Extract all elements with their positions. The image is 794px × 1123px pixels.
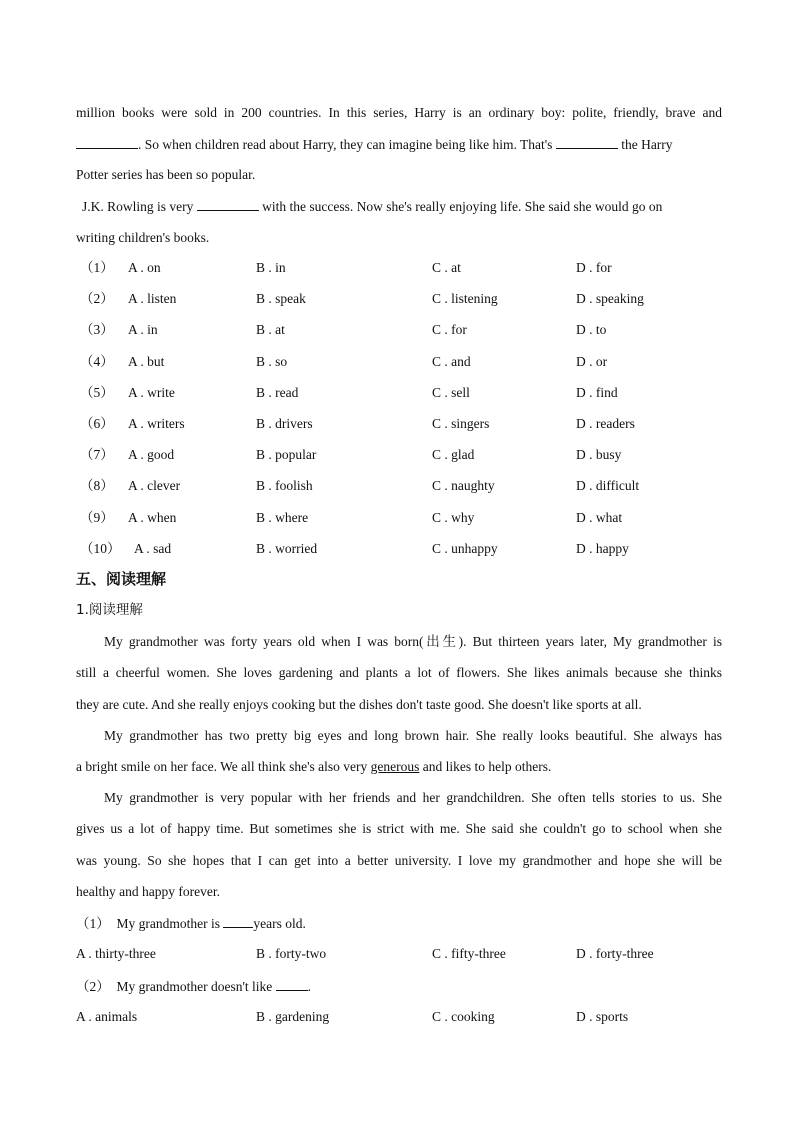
option-a[interactable]: A . animals bbox=[76, 1009, 138, 1024]
option-a[interactable]: A . in bbox=[128, 322, 158, 338]
option-c[interactable]: C . and bbox=[432, 353, 471, 369]
passage-line bbox=[76, 134, 722, 155]
passage-text: with the success. Now she's really enjoying life. She said she would go on bbox=[262, 199, 663, 214]
option-a[interactable]: A . when bbox=[128, 509, 177, 525]
option-c[interactable]: C . sell bbox=[432, 384, 470, 400]
option-number: （6） bbox=[80, 416, 114, 431]
option-b[interactable]: B . speak bbox=[256, 291, 306, 307]
option-b[interactable]: B . worried bbox=[256, 540, 318, 556]
option-b[interactable]: B . in bbox=[256, 260, 286, 275]
option-b[interactable]: B . popular bbox=[256, 447, 317, 463]
option-c[interactable]: C . glad bbox=[432, 447, 475, 463]
option-a[interactable]: A . writers bbox=[128, 416, 185, 431]
option-b[interactable]: B . where bbox=[256, 509, 309, 525]
option-a[interactable]: A . on bbox=[128, 260, 161, 275]
option-a[interactable]: A . write bbox=[128, 384, 175, 400]
option-d[interactable]: D . what bbox=[576, 509, 623, 525]
question-stem: （1） My grandmother is years old. bbox=[76, 913, 306, 934]
passage-line: million books were sold in 200 countries. In this series, Harry is an ordinary boy: polite, friendly, brave and bbox=[76, 105, 722, 120]
option-number: （5） bbox=[80, 384, 114, 400]
reading-line: gives us a lot of happy time. But sometimes she is strict with me. She said she couldn't go to school when she bbox=[76, 821, 722, 836]
option-c[interactable]: C . listening bbox=[432, 291, 498, 307]
option-d[interactable]: D . speaking bbox=[576, 291, 644, 307]
passage-line: Potter series has been so popular. bbox=[76, 167, 256, 182]
option-d[interactable]: D . or bbox=[576, 353, 608, 369]
option-a[interactable]: A . but bbox=[128, 353, 165, 369]
option-c[interactable]: C . naughty bbox=[432, 478, 495, 494]
option-number: （10） bbox=[80, 540, 121, 556]
option-d[interactable]: D . for bbox=[576, 260, 612, 275]
answer-blank[interactable] bbox=[556, 134, 618, 149]
passage-text: J.K. Rowling is very bbox=[82, 199, 194, 214]
reading-line: healthy and happy forever. bbox=[76, 884, 220, 899]
option-b[interactable]: B . at bbox=[256, 322, 285, 338]
option-b[interactable]: B . so bbox=[256, 353, 288, 369]
reading-line: My grandmother is very popular with her friends and her grandchildren. She often tells stories to us. She bbox=[104, 790, 722, 805]
answer-blank[interactable] bbox=[197, 196, 259, 211]
option-c[interactable]: C . unhappy bbox=[432, 540, 498, 556]
reading-line: was young. So she hopes that I can get into a better university. I love my grandmother and hope she will be bbox=[76, 853, 722, 868]
answer-blank[interactable] bbox=[76, 134, 138, 149]
option-b[interactable]: B . foolish bbox=[256, 478, 313, 494]
reading-line: still a cheerful women. She loves gardening and plants a lot of flowers. She likes animals because she thinks bbox=[76, 665, 722, 680]
option-d[interactable]: D . forty-three bbox=[576, 946, 654, 961]
option-d[interactable]: D . readers bbox=[576, 416, 635, 431]
option-d[interactable]: D . happy bbox=[576, 540, 629, 556]
option-a[interactable]: A . good bbox=[128, 447, 175, 463]
section-heading: 五、阅读理解 bbox=[76, 570, 167, 588]
answer-blank[interactable] bbox=[276, 976, 308, 991]
option-c[interactable]: C . at bbox=[432, 260, 461, 275]
option-c[interactable]: C . fifty-three bbox=[432, 946, 506, 961]
option-c[interactable]: C . for bbox=[432, 322, 467, 338]
passage-text: . So when children read about Harry, they can imagine being like him. That's bbox=[138, 137, 553, 152]
option-number: （9） bbox=[80, 509, 114, 525]
option-a[interactable]: A . sad bbox=[134, 540, 172, 556]
option-b[interactable]: B . drivers bbox=[256, 416, 313, 431]
option-number: （4） bbox=[80, 353, 114, 369]
option-number: （7） bbox=[80, 447, 114, 463]
option-a[interactable]: A . clever bbox=[128, 478, 181, 494]
option-b[interactable]: B . gardening bbox=[256, 1009, 330, 1024]
passage-line: writing children's books. bbox=[76, 230, 210, 245]
option-b[interactable]: B . read bbox=[256, 384, 299, 400]
option-d[interactable]: D . find bbox=[576, 384, 618, 400]
option-number: （3） bbox=[80, 322, 114, 338]
sub-heading: 1.阅读理解 bbox=[76, 602, 143, 618]
option-number: （8） bbox=[80, 478, 114, 494]
answer-blank[interactable] bbox=[223, 913, 253, 928]
reading-text: a bright smile on her face. We all think she's also very bbox=[76, 759, 368, 774]
option-d[interactable]: D . to bbox=[576, 322, 607, 338]
option-b[interactable]: B . forty-two bbox=[256, 946, 327, 961]
option-number: （2） bbox=[80, 291, 114, 307]
option-d[interactable]: D . sports bbox=[576, 1009, 629, 1024]
reading-text: and likes to help others. bbox=[422, 759, 552, 774]
reading-line: My grandmother has two pretty big eyes and long brown hair. She really looks beautiful. She always has bbox=[104, 728, 722, 743]
passage-text: the Harry bbox=[621, 137, 673, 152]
passage-line bbox=[82, 196, 728, 217]
option-a[interactable]: A . thirty-three bbox=[76, 946, 156, 961]
option-d[interactable]: D . busy bbox=[576, 447, 622, 463]
option-c[interactable]: C . singers bbox=[432, 416, 490, 431]
reading-line: My grandmother was forty years old when I was born(出生). But thirteen years later, My grandmother is bbox=[104, 634, 722, 649]
option-c[interactable]: C . cooking bbox=[432, 1009, 495, 1024]
reading-line bbox=[76, 757, 722, 777]
option-a[interactable]: A . listen bbox=[128, 291, 177, 307]
option-d[interactable]: D . difficult bbox=[576, 478, 640, 494]
option-number: （1） bbox=[80, 260, 114, 275]
reading-line: they are cute. And she really enjoys cooking but the dishes don't taste good. She doesn't like sports at all. bbox=[76, 697, 642, 712]
option-c[interactable]: C . why bbox=[432, 509, 475, 525]
underlined-word: generous bbox=[370, 759, 420, 774]
question-stem: （2） My grandmother doesn't like . bbox=[76, 976, 311, 997]
